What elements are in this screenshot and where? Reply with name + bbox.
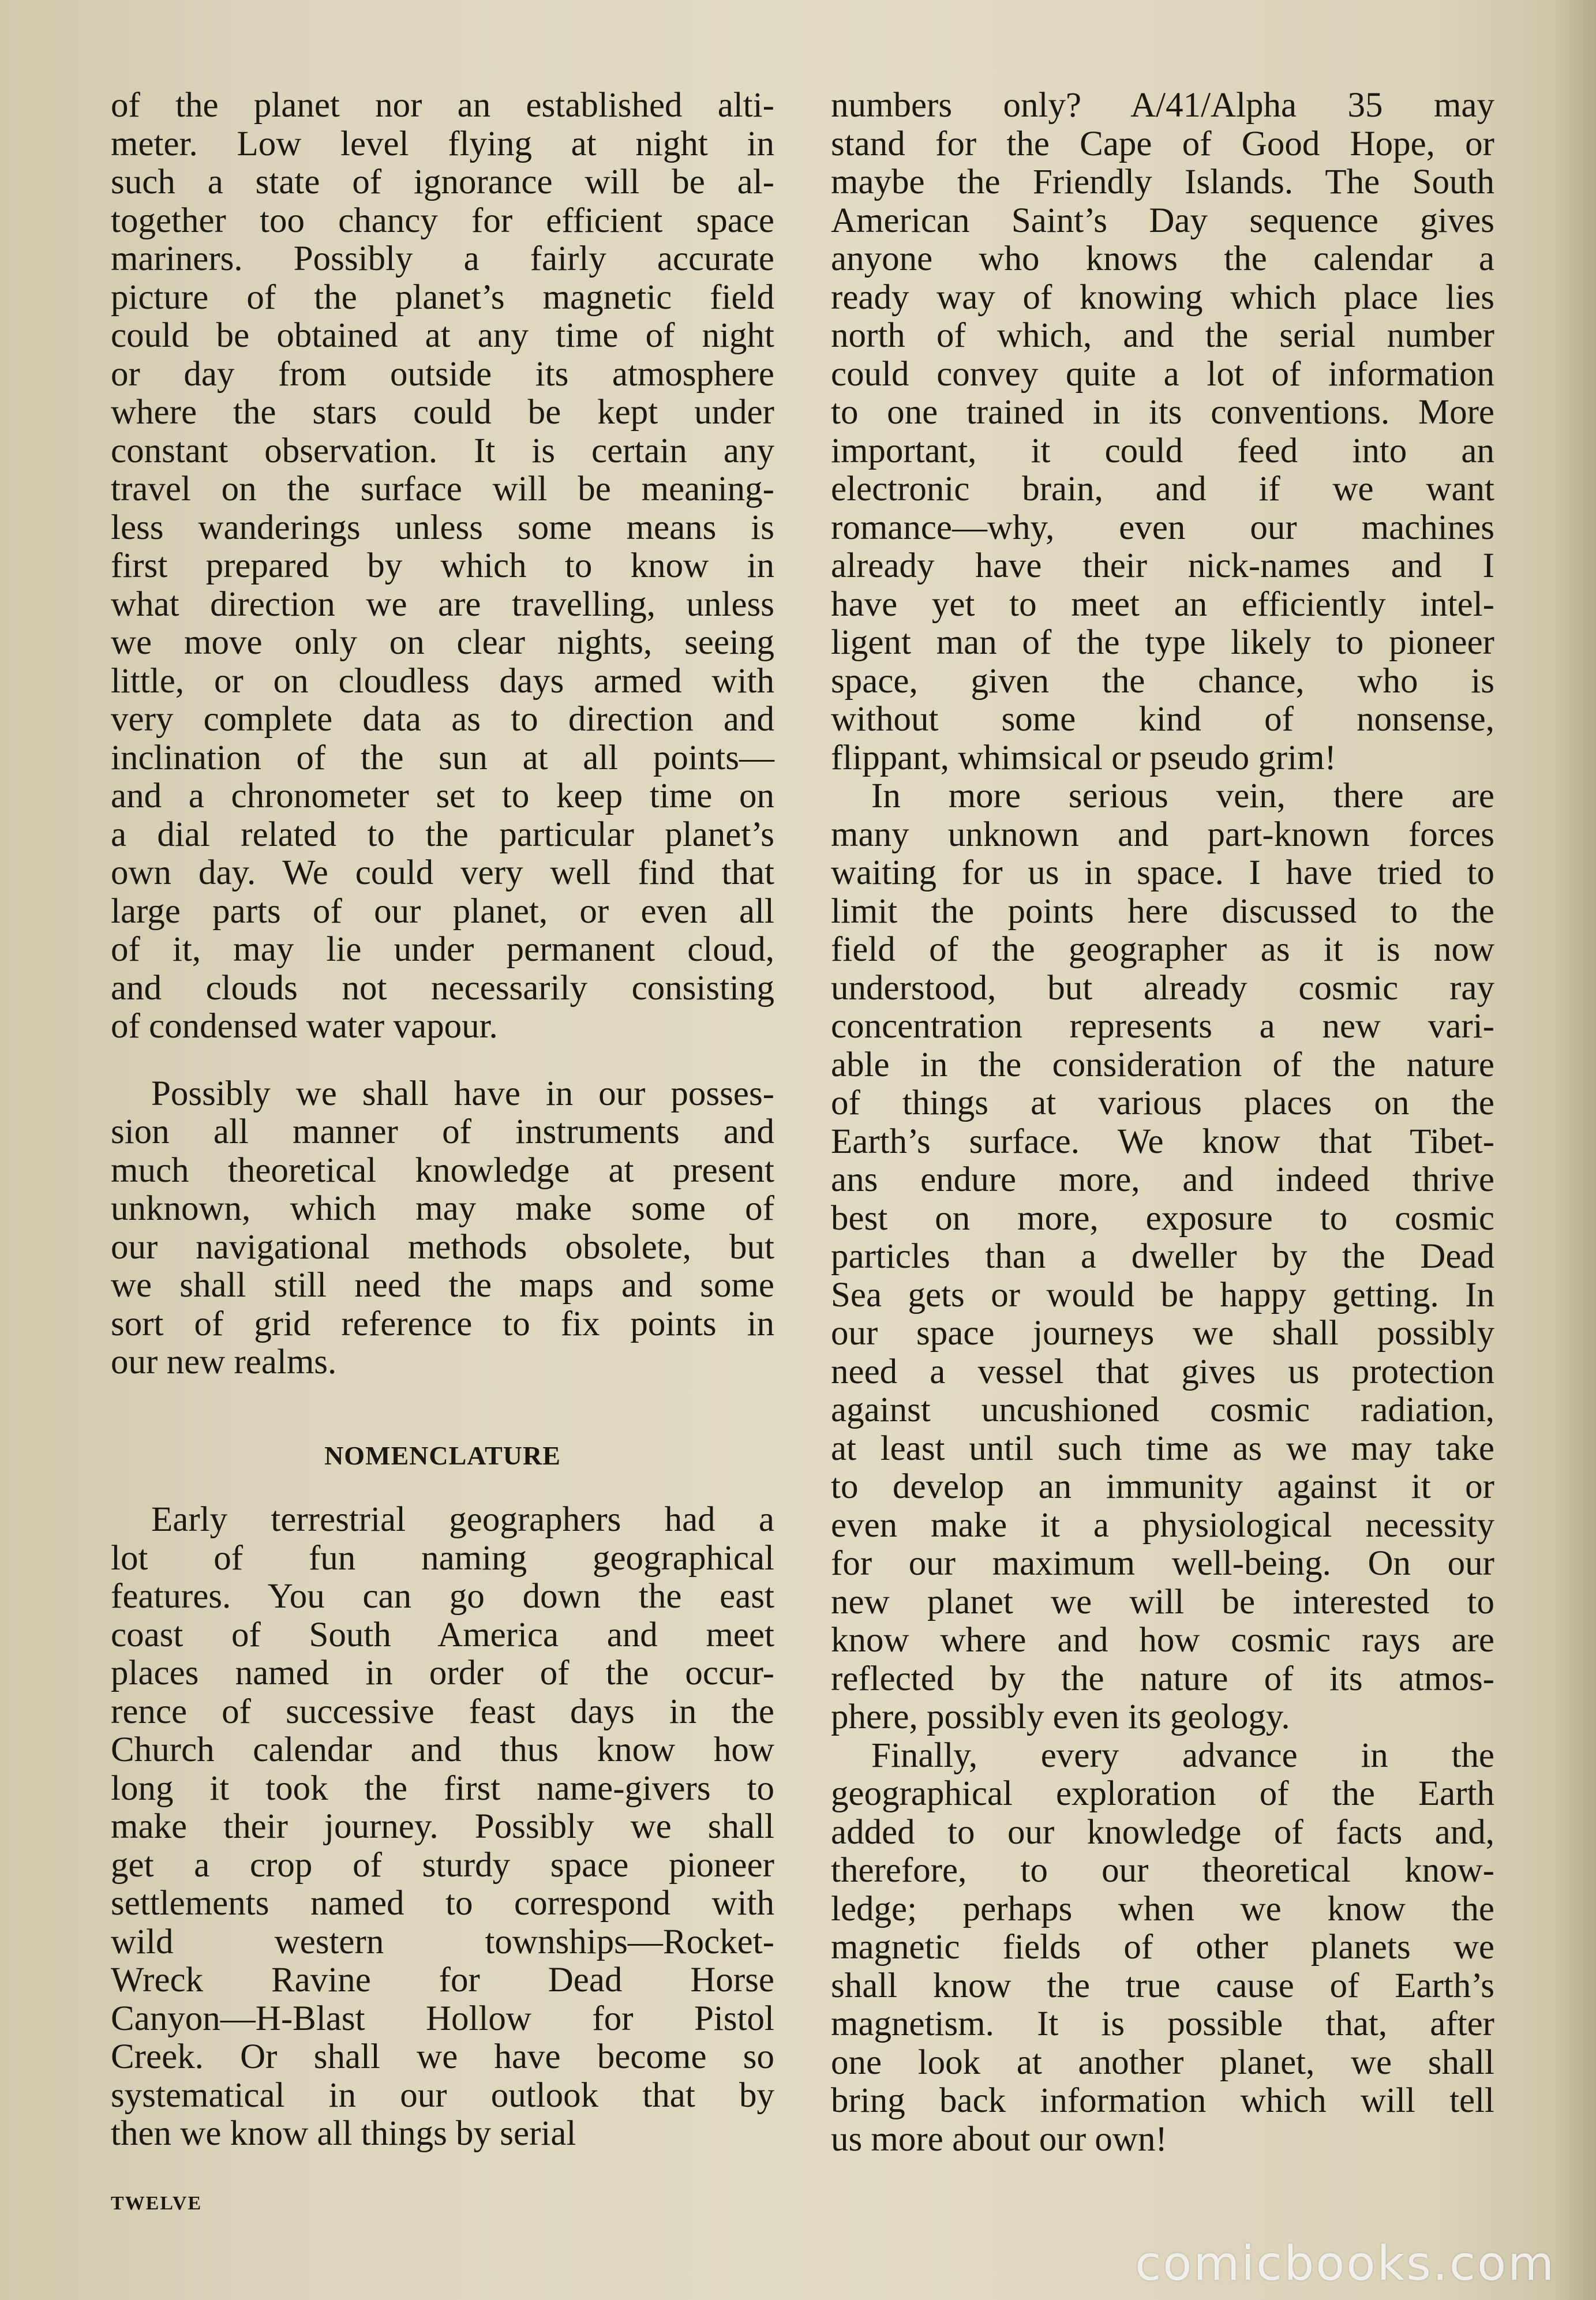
text-line: American Saint’s Day sequence gives	[831, 201, 1494, 240]
text-line: picture of the planet’s magnetic field	[111, 278, 774, 317]
text-line: a dial related to the particular planet’s	[111, 815, 774, 854]
watermark-text: comicbooks.com	[1135, 2237, 1556, 2291]
text-line: one look at another planet, we shall	[831, 2043, 1494, 2082]
right-paragraph-3	[831, 1737, 1494, 2159]
text-line: have yet to meet an efficiently intel-	[831, 585, 1494, 624]
text-line: of the planet nor an established alti-	[111, 86, 774, 125]
text-line: flippant, whimsical or pseudo grim!	[831, 738, 1336, 777]
text-line: us more about our own!	[831, 2119, 1167, 2159]
text-line: first prepared by which to know in	[111, 546, 774, 585]
text-line: our new realms.	[111, 1343, 337, 1381]
text-line: field of the geographer as it is now	[831, 930, 1494, 969]
text-line: already have their nick-names and I	[831, 546, 1494, 585]
text-line: space, given the chance, who is	[831, 661, 1494, 701]
text-line: important, it could feed into an	[831, 431, 1494, 470]
text-line: magnetism. It is possible that, after	[831, 2005, 1494, 2043]
text-line: without some kind of nonsense,	[831, 700, 1494, 739]
text-line: such a state of ignorance will be al-	[111, 163, 774, 201]
text-line: then we know all things by serial	[111, 2114, 576, 2153]
text-line: understood, but already cosmic ray	[831, 968, 1494, 1007]
text-line: electronic brain, and if we want	[831, 470, 1494, 508]
text-line: particles than a dweller by the Dead	[831, 1237, 1494, 1276]
text-line: many unknown and part-known forces	[831, 815, 1494, 854]
text-line: bring back information which will tell	[831, 2081, 1494, 2120]
text-line: own day. We could very well find that	[111, 853, 774, 892]
text-line: magnetic fields of other planets we	[831, 1928, 1494, 1966]
text-line: concentration represents a new vari-	[831, 1007, 1494, 1046]
section-heading: NOMENCLATURE	[324, 1440, 561, 1470]
text-line: Early terrestrial geographers had a	[151, 1500, 774, 1539]
text-line: could be obtained at any time of night	[111, 316, 774, 355]
text-line: even make it a physiological necessity	[831, 1505, 1494, 1545]
text-line: stand for the Cape of Good Hope, or	[831, 124, 1494, 163]
text-line: ledge; perhaps when we know the	[831, 1889, 1494, 1928]
text-line: coast of South America and meet	[111, 1615, 774, 1654]
text-line: Earth’s surface. We know that Tibet-	[831, 1122, 1494, 1161]
paragraph-gap	[111, 1046, 774, 1075]
text-line: travel on the surface will be meaning-	[111, 470, 774, 508]
text-line: constant observation. It is certain any	[111, 431, 774, 470]
text-line: Creek. Or shall we have become so	[111, 2037, 774, 2076]
text-line: rence of successive feast days in the	[111, 1692, 774, 1731]
text-line: Wreck Ravine for Dead Horse	[111, 1961, 774, 1999]
text-line: much theoretical knowledge at present	[111, 1151, 774, 1190]
text-line: for our maximum well-being. On our	[831, 1544, 1494, 1583]
text-line: very complete data as to direction and	[111, 700, 774, 739]
text-line: romance—why, even our machines	[831, 508, 1494, 547]
text-line: could convey quite a lot of information	[831, 354, 1494, 394]
text-line: therefore, to our theoretical know-	[831, 1851, 1494, 1890]
text-line: against uncushioned cosmic radiation,	[831, 1391, 1494, 1429]
text-line: at least until such time as we may take	[831, 1429, 1494, 1468]
text-line: geographical exploration of the Earth	[831, 1774, 1494, 1813]
page-edge-shadow	[1556, 0, 1596, 2300]
text-line: Possibly we shall have in our posses-	[151, 1074, 774, 1113]
text-line: shall know the true cause of Earth’s	[831, 1966, 1494, 2005]
text-line: phere, possibly even its geology.	[831, 1698, 1290, 1736]
text-line: we shall still need the maps and some	[111, 1266, 774, 1305]
text-line: mariners. Possibly a fairly accurate	[111, 239, 774, 278]
text-line: to one trained in its conventions. More	[831, 393, 1494, 432]
text-line: know where and how cosmic rays are	[831, 1621, 1494, 1660]
text-line: numbers only? A/41/Alpha 35 may	[831, 86, 1494, 125]
text-line: of it, may lie under permanent cloud,	[111, 930, 774, 969]
text-line: best on more, exposure to cosmic	[831, 1198, 1494, 1238]
text-line: meter. Low level flying at night in	[111, 124, 774, 163]
text-line: Finally, every advance in the	[871, 1736, 1494, 1775]
text-line: together too chancy for efficient space	[111, 201, 774, 240]
right-paragraph-1	[831, 87, 1494, 777]
text-line: able in the consideration of the nature	[831, 1045, 1494, 1084]
text-line: or day from outside its atmosphere	[111, 354, 774, 394]
left-paragraph-3	[111, 1501, 774, 2153]
text-line: features. You can go down the east	[111, 1577, 774, 1616]
text-line: places named in order of the occur-	[111, 1654, 774, 1692]
text-line: what direction we are travelling, unless	[111, 585, 774, 624]
text-line: north of which, and the serial number	[831, 316, 1494, 355]
text-line: we move only on clear nights, seeing	[111, 623, 774, 662]
text-line: maybe the Friendly Islands. The South	[831, 163, 1494, 201]
text-line: ans endure more, and indeed thrive	[831, 1160, 1494, 1199]
left-paragraph-2	[111, 1075, 774, 1382]
text-line: long it took the first name-givers to	[111, 1769, 774, 1808]
text-line: sort of grid reference to fix points in	[111, 1304, 774, 1343]
text-line: sion all manner of instruments and	[111, 1112, 774, 1151]
text-line: to develop an immunity against it or	[831, 1467, 1494, 1506]
text-line: Sea gets or would be happy getting. In	[831, 1275, 1494, 1314]
text-line: where the stars could be kept under	[111, 393, 774, 432]
text-line: lot of fun naming geographical	[111, 1538, 774, 1578]
text-line: little, or on cloudless days armed with	[111, 661, 774, 701]
left-column	[111, 87, 774, 2153]
text-line: less wanderings unless some means is	[111, 508, 774, 547]
right-paragraph-2	[831, 777, 1494, 1737]
page-number-label: TWELVE	[111, 2193, 203, 2214]
text-line: Canyon—H-Blast Hollow for Pistol	[111, 1999, 774, 2038]
text-line: inclination of the sun at all points—	[111, 738, 774, 777]
text-line: need a vessel that gives us protection	[831, 1352, 1494, 1391]
text-line: settlements named to correspond with	[111, 1884, 774, 1923]
text-line: of things at various places on the	[831, 1084, 1494, 1122]
text-line: new planet we will be interested to	[831, 1582, 1494, 1621]
text-line: reflected by the nature of its atmos-	[831, 1659, 1494, 1698]
text-line: large parts of our planet, or even all	[111, 891, 774, 931]
text-line: anyone who knows the calendar a	[831, 239, 1494, 278]
text-line: In more serious vein, there are	[871, 777, 1494, 815]
text-line: Church calendar and thus know how	[111, 1730, 774, 1769]
text-line: wild western townships—Rocket-	[111, 1922, 774, 1961]
text-line: and a chronometer set to keep time on	[111, 777, 774, 815]
text-line: our navigational methods obsolete, but	[111, 1227, 774, 1267]
right-column	[831, 87, 1494, 2159]
text-line: our space journeys we shall possibly	[831, 1314, 1494, 1353]
text-line: get a crop of sturdy space pioneer	[111, 1845, 774, 1885]
text-line: unknown, which may make some of	[111, 1189, 774, 1228]
text-line: and clouds not necessarily consisting	[111, 968, 774, 1007]
text-line: limit the points here discussed to the	[831, 891, 1494, 931]
text-line: of condensed water vapour.	[111, 1007, 498, 1046]
text-line: ligent man of the type likely to pioneer	[831, 623, 1494, 662]
text-line: systematical in our outlook that by	[111, 2076, 774, 2115]
text-line: make their journey. Possibly we shall	[111, 1807, 774, 1846]
left-paragraph-1	[111, 87, 774, 1046]
text-line: waiting for us in space. I have tried to	[831, 853, 1494, 892]
text-line: ready way of knowing which place lies	[831, 278, 1494, 317]
text-line: added to our knowledge of facts and,	[831, 1812, 1494, 1852]
